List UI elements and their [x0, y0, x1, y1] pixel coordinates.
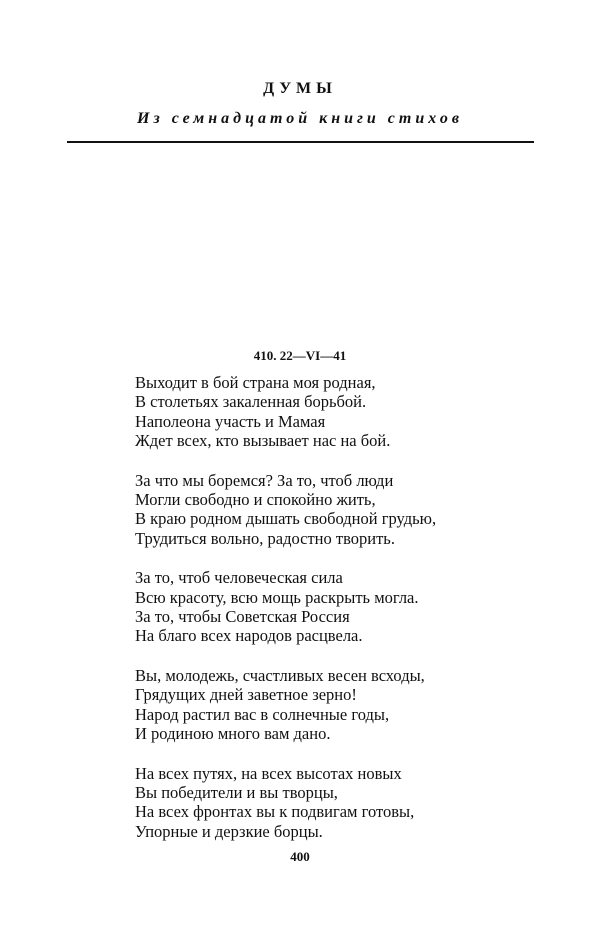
stanza — [135, 568, 555, 646]
poem-line: Могли свободно и спокойно жить, — [135, 490, 376, 510]
poem-heading: 410. 22—VI—41 — [253, 348, 347, 363]
poem-line: Вы победители и вы творцы, — [135, 782, 338, 802]
poem-line: Вы, молодежь, счастливых весен всходы, — [135, 665, 425, 685]
poem-line: Ждет всех, кто вызывает нас на бой. — [135, 431, 391, 451]
poem-line: Упорные и дерзкие борцы. — [135, 821, 323, 841]
poem-line: На всех фронтах вы к подвигам готовы, — [135, 802, 415, 822]
stanza — [135, 471, 555, 549]
poem-line: За то, чтобы Советская Россия — [135, 607, 350, 627]
poem-line: На благо всех народов расцвела. — [135, 626, 363, 646]
stanza — [135, 764, 555, 842]
header-divider — [67, 141, 534, 143]
poem-line: В столетьях закаленная борьбой. — [135, 392, 367, 412]
poem-line: Грядущих дней заветное зерно! — [135, 685, 357, 705]
stanza — [135, 373, 555, 451]
poem-line: Выходит в бой страна моя родная, — [135, 373, 376, 392]
poem-line: И родиною много вам дано. — [135, 724, 331, 744]
poem-line: Народ растил вас в солнечные годы, — [135, 704, 390, 724]
stanza — [135, 666, 555, 744]
poem-line: В краю родном дышать свободной грудью, — [135, 509, 437, 529]
section-subtitle: Из семнадцатой книги стихов — [137, 110, 463, 127]
poem-line: Всю красоту, всю мощь раскрыть могла. — [135, 587, 419, 607]
section-title: ДУМЫ — [263, 80, 337, 97]
poem-line: За что мы боремся? За то, чтоб люди — [135, 470, 394, 490]
poem-body — [135, 373, 555, 861]
poem-line: На всех путях, на всех высотах новых — [135, 763, 402, 783]
poem-line: Наполеона участь и Мамая — [135, 411, 326, 431]
poem-line: За то, чтоб человеческая сила — [135, 568, 343, 588]
poem-line: Трудиться вольно, радостно творить. — [135, 528, 395, 548]
page-number: 400 — [290, 849, 310, 864]
